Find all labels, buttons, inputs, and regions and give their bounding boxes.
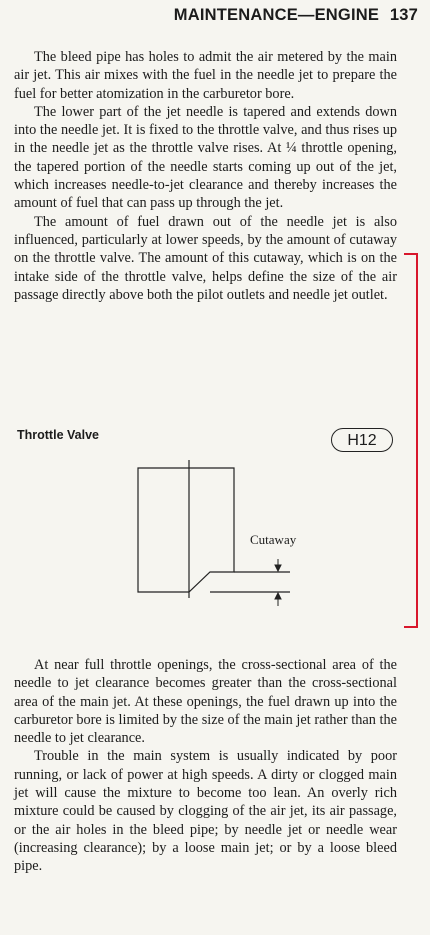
text-block-upper (14, 48, 397, 304)
throttle-valve-drawing (130, 455, 330, 615)
valve-outline (138, 468, 234, 592)
paragraph-trouble: Trouble in the main system is usually indicated by poor running, or lack of power at high speeds. A dirty or clogged main jet will cause the mixture to become too lean. An overly rich mixture could be caused by clogging of the air jet, its air passage, or the air holes in the bleed pipe; by needle jet or needle wear (increasing clearance); by a loose main jet; or by a loose bleed pipe. (14, 748, 397, 875)
paragraph-cutaway: The amount of fuel drawn out of the needle jet is also influenced, particularly at lower speeds, by the amount of cutaway on the throttle valve. The amount of this cutaway, which is on the intake side of the throttle valve, helps define the size of the air passage directly above both the pilot outlets and needle jet outlet. (14, 213, 397, 303)
paragraph-jet-needle: The lower part of the jet needle is tapered and extends down into the needle jet. It is fixed to the throttle valve, and thus rises up in the needle jet as the throttle valve rises. At ¼ throttle opening, the tapered portion of the needle starts coming up out of the jet, which increases needle-to-jet clearance and thereby increases the amount of fuel that can pass up through the jet. (14, 103, 397, 212)
figure-code-badge: H12 (331, 428, 393, 452)
arrow-down (275, 565, 281, 571)
text-block-lower (14, 656, 397, 876)
page-header (174, 6, 418, 25)
page-number: 137 (389, 6, 418, 24)
arrow-up (275, 593, 281, 599)
running-head: MAINTENANCE—ENGINE (173, 6, 380, 24)
throttle-valve-diagram (130, 455, 330, 615)
paragraph-full-throttle: At near full throttle openings, the cross-sectional area of the needle to jet clearance becomes greater than the cross-sectional area of the main jet. At these openings, the fuel drawn up into the carburetor bore is limited by the size of the main jet rather than the needle to jet clearance. (14, 657, 397, 747)
paragraph-bleed-pipe: The bleed pipe has holes to admit the air metered by the main air jet. This air mixes with the fuel in the needle jet to prepare the fuel for better atomization in the carburetor bore. (14, 49, 397, 102)
red-margin-bracket (404, 253, 418, 628)
figure-title: Throttle Valve (17, 428, 99, 442)
cutaway-label: Cutaway (250, 532, 297, 547)
